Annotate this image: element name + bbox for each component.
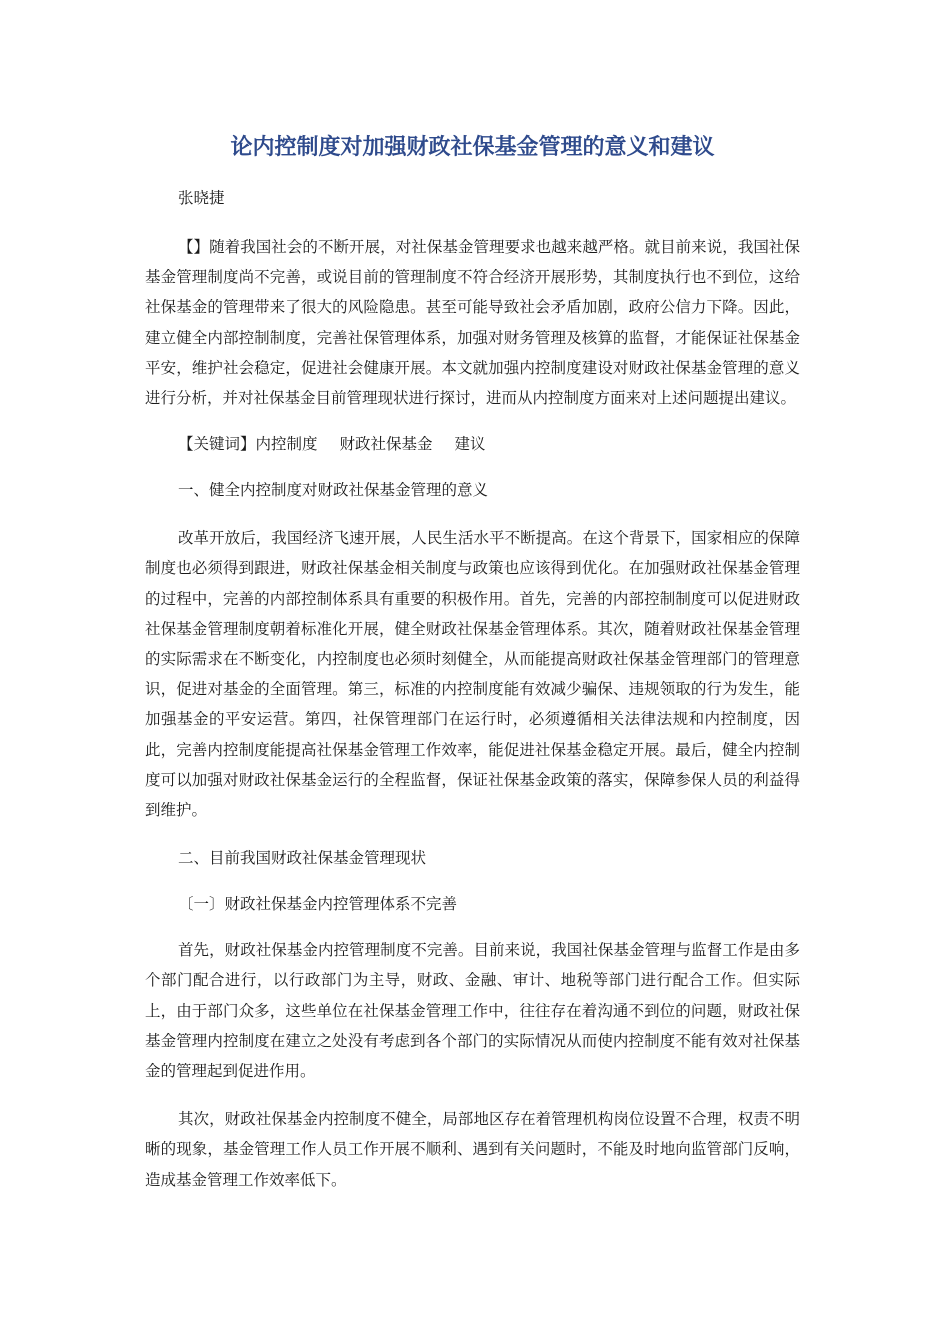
section-2-heading: 二、目前我国财政社保基金管理现状 (178, 849, 427, 868)
keyword-item: 内控制度 (255, 435, 318, 454)
document-title: 论内控制度对加强财政社保基金管理的意义和建议 (230, 135, 715, 160)
keywords-label: 【关键词】 (178, 435, 256, 454)
author-name: 张晓捷 (178, 189, 225, 207)
section-2-paragraph-1: 首先，财政社保基金内控管理制度不完善。目前来说，我国社保基金管理与监督工作是由多个部门配合进行，以行政部门为主导，财政、金融、审计、地税等部门进行配合工作。但实际上，由于部门众多，这些单位在社保基金管理工作中，往往存在着沟通不到位的问题，财政社保基金管理内控制度在建立之处没有考虑到各个部门的实际情况从而使内控制度不能有效对社保基金的管理起到促进作用。 (145, 941, 800, 1081)
section-2-paragraph-2: 其次，财政社保基金内控制度不健全，局部地区存在着管理机构岗位设置不合理，权责不明晰的现象，基金管理工作人员工作开展不顺利、遇到有关问题时，不能及时地向监管部门反响，造成基金管理工作效率低下。 (145, 1110, 800, 1189)
section-1-heading: 一、健全内控制度对财政社保基金管理的意义 (178, 481, 489, 500)
keyword-item: 财政社保基金 (339, 435, 433, 454)
section-1-paragraph: 改革开放后，我国经济飞速开展，人民生活水平不断提高。在这个背景下，国家相应的保障制度也必须得到跟进，财政社保基金相关制度与政策也应该得到优化。在加强财政社保基金管理的过程中，完善的内部控制体系具有重要的积极作用。首先，完善的内部控制制度可以促进财政社保基金管理制度朝着标准化开展，健全财政社保基金管理体系。其次，随着财政社保基金管理的实际需求在不断变化，内控制度也必须时刻健全，从而能提高财政社保基金管理部门的管理意识，促进对基金的全面管理。第三，标准的内控制度能有效减少骗保、违规领取的行为发生，能加强基金的平安运营。第四，社保管理部门在运行时，必须遵循相关法律法规和内控制度，因此，完善内控制度能提高社保基金管理工作效率，能促进社保基金稳定开展。最后，健全内控制度可以加强对财政社保基金运行的全程监督，保证社保基金政策的落实，保障参保人员的利益得到维护。 (145, 529, 800, 820)
abstract-paragraph: 【】随着我国社会的不断开展，对社保基金管理要求也越来越严格。就目前来说，我国社保基金管理制度尚不完善，或说目前的管理制度不符合经济开展形势，其制度执行也不到位，这给社保基金的管理带来了很大的风险隐患。甚至可能导致社会矛盾加剧，政府公信力下降。因此，建立健全内部控制制度，完善社保管理体系，加强对财务管理及核算的监督，才能保证社保基金平安，维护社会稳定，促进社会健康开展。本文就加强内控制度建设对财政社保基金管理的意义进行分析，并对社保基金目前管理现状进行探讨，进而从内控制度方面来对上述问题提出建议。 (145, 238, 800, 408)
document-page (145, 130, 800, 1195)
keywords-line (145, 429, 800, 459)
section-2-subheading-1: 〔一〕财政社保基金内控管理体系不完善 (178, 895, 458, 914)
keyword-item: 建议 (454, 435, 486, 454)
